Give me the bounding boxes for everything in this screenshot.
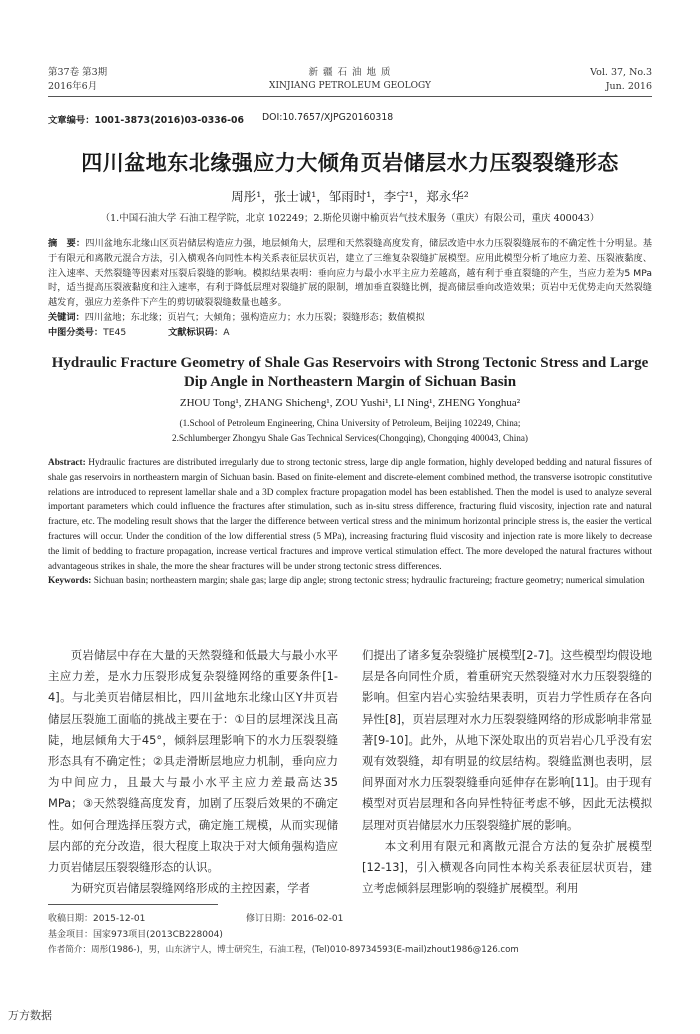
abstract-en-label: Abstract:: [48, 458, 86, 468]
body-column-right: [362, 645, 652, 899]
header-date-en: Jun. 2016: [605, 81, 652, 92]
authors-cn: 周彤¹，张士诚¹，邹雨时¹，李宁¹，郑永华²: [231, 189, 469, 204]
watermark-text: 万方数据: [8, 1009, 52, 1022]
page-title-en-line2: Dip Angle in Northeastern Margin of Sichuan Basin: [183, 374, 517, 390]
abstract-en-text: Hydraulic fractures are distributed irregularly due to strong tectonic stress, large dip angle formation, highly developed bedding and natural fissures of shale gas reservoirs in northeastern margin of Sichuan basin. Based on finite-element and discrete-element combined method, the transverse isotropic constitutive relations are introduced to represent lamellar shale and a 3D complex fracture propagation model has been established. Then the model is used to analyze several important parameters which could influence the fractures after stimulation, such as in-situ stress difference, fracturing fluid viscosity, injection rate and natural fracture, etc. The modeling result shows that the larger the difference between vertical stress and the minimum horizontal principle stress is, the easier the vertical fractures will occur. Under the condition of the low differential stress (5 MPa), increasing fracturing fluid viscosity and injection rate is more likely to decrease the limit of bedding to fracture propagation, increase vertical fractures and improve vertical stimulation effect. The more developed the natural fractures without advantageous strikes in shale, the more the shear fractures will be under strong tectonic stress differences.: [48, 458, 652, 572]
article-id: [48, 112, 244, 126]
abstract-cn-text: 四川盆地东北缘山区页岩储层构造应力强，地层倾角大，层理和天然裂缝高度发育，储层改造中水力压裂裂缝展布的不确定性十分明显。基于有限元和离散元混合方法，引入横观各向同性本构关系表征层状页岩，建立了三维复杂裂缝扩展模型。应用此模型分析了地应力差、压裂液黏度、注入速率、天然裂缝等因素对压裂后裂缝的影响。模拟结果表明：垂向应力与最小水平主应力差越高，越有利于垂直裂缝的产生，当应力差为5 MPa时，适当提高压裂液黏度和注入速率，有利于降低层理对裂缝扩展的限制，增加垂直裂缝比例，提高储层垂向改造效果；页岩中无优势走向天然裂缝越发育，强应力差条件下产生的剪切破裂裂缝数量也越多。: [48, 238, 653, 309]
abstract-cn-body: [48, 237, 652, 311]
footnote-received: 收稿日期：2015-12-01: [48, 914, 146, 924]
body-left-paragraph-2: 为研究页岩储层裂缝网络形成的主控因素，学者: [70, 881, 311, 896]
abstract-en: [48, 456, 652, 589]
clc-value: TE45: [103, 326, 127, 338]
body-left-paragraph-1: 页岩储层中存在大量的天然裂缝和低最大与最小水平主应力差，是水力压裂形成复杂裂缝网络的重要条件[1-4]。与北美页岩储层相比，四川盆地东北缘山区Y井页岩储层压裂施工面临的挑战主要在于：①目的层埋深浅且高陡，地层倾角大于45°，倾斜层理影响下的水力压裂裂缝形态具有不确定性；②具走滑断层地应力机制，垂向应力为中间应力，且最大与最小水平主应力差最高达35 MPa；③天然裂缝高度发育，加剧了压裂后效果的不确定性。如何合理选择压裂方式，确定施工规模，从而实现储层内部的充分改造，很大程度上取决于对大倾角强构造应力页岩储层压裂裂缝形态的认识。: [48, 648, 338, 875]
abstract-cn-label: 摘 要：: [48, 238, 86, 249]
footnote-author-bio: 作者简介：周彤(1986-)，男，山东济宁人，博士研究生，石油工程，(Tel)010-89734593(E-mail)zhout1986@126.com: [48, 945, 519, 955]
keywords-en-text: Sichuan basin; northeastern margin; shale gas; large dip angle; strong tectonic stress; hydraulic fractureing; fracture geometry; numerical simulation: [93, 576, 645, 587]
body-right-paragraph-1: 们提出了诸多复杂裂缝扩展模型[2-7]。这些模型均假设地层是各向同性介质，着重研究天然裂缝对水力压裂裂缝的影响。但室内岩心实验结果表明，页岩力学性质存在各向异性[8]，页岩层理对水力压裂裂缝网络的形成影响非常显著[9-10]。此外，从地下深处取出的页岩岩心几乎没有宏观有效裂缝，却有明显的纹层结构。裂缝监测也表明，层间界面对水力压裂裂缝垂向延伸存在影响[11]。由于现有模型对页岩层理和各向异性特征考虑不够，因此无法模拟层理对页岩储层水力压裂裂缝扩展的影响。: [362, 648, 652, 832]
footnote-rule: [48, 904, 218, 905]
page-title-en: [40, 354, 660, 392]
header-journal-en: XINJIANG PETROLEUM GEOLOGY: [269, 81, 431, 91]
header-rule: [48, 96, 652, 97]
page-title-en-line1: Hydraulic Fracture Geometry of Shale Gas Reservoirs with Strong Tectonic Stress and Large: [51, 355, 649, 371]
header-journal-cn: 新 疆 石 油 地 质: [308, 67, 392, 78]
clc-label: 中图分类号：: [48, 326, 104, 338]
classification-cn: [48, 326, 652, 341]
body-right-paragraph-2: 本文利用有限元和离散元混合方法的复杂扩展模型[12-13]，引入横观各向同性本构关系表征层状页岩，建立考虑倾斜层理影响的裂缝扩展模型。利用: [362, 838, 652, 896]
keywords-en-label: Keywords:: [48, 576, 92, 587]
body-column-left: [48, 645, 338, 899]
affiliation-cn: （1.中国石油大学 石油工程学院，北京 102249；2.斯伦贝谢中榆页岩气技术服务（重庆）有限公司，重庆 400043）: [100, 213, 600, 224]
page-title-cn: 四川盆地东北缘强应力大倾角页岩储层水力压裂裂缝形态: [81, 151, 619, 175]
doc-code-label: 文献标识码：: [168, 326, 224, 338]
article-doi: DOI:10.7657/XJPG20160318: [262, 112, 394, 123]
affiliation-en-2: 2.Schlumberger Zhongyu Shale Gas Technical Services(Chongqing), Chongqing 400043, China): [172, 433, 528, 443]
footnote-fund: 基金项目：国家973项目(2013CB228004): [48, 930, 223, 940]
header-vol-issue-en: Vol. 37, No.3: [590, 67, 652, 78]
keywords-en: [48, 574, 652, 589]
keywords-cn: [48, 311, 652, 326]
article-id-number: 文章编号：1001-3873(2016)03-0336-06: [48, 115, 244, 126]
header-date-cn: 2016年6月: [48, 81, 98, 92]
affiliation-en-1: (1.School of Petroleum Engineering, China University of Petroleum, Beijing 102249, China;: [179, 418, 521, 428]
keywords-cn-label: 关键词：: [48, 311, 85, 323]
authors-en: ZHOU Tong¹, ZHANG Shicheng¹, ZOU Yushi¹, LI Ning¹, ZHENG Yonghua²: [179, 397, 521, 409]
keywords-cn-text: 四川盆地；东北缘；页岩气；大倾角；强构造应力；水力压裂；裂缝形态；数值模拟: [84, 311, 425, 323]
abstract-en-body: [48, 456, 652, 574]
footnote-revised: 修订日期：2016-02-01: [246, 914, 344, 924]
header-vol-issue-cn: 第37卷 第3期: [48, 67, 108, 78]
abstract-cn: [48, 237, 652, 341]
doc-code-value: A: [223, 326, 230, 338]
